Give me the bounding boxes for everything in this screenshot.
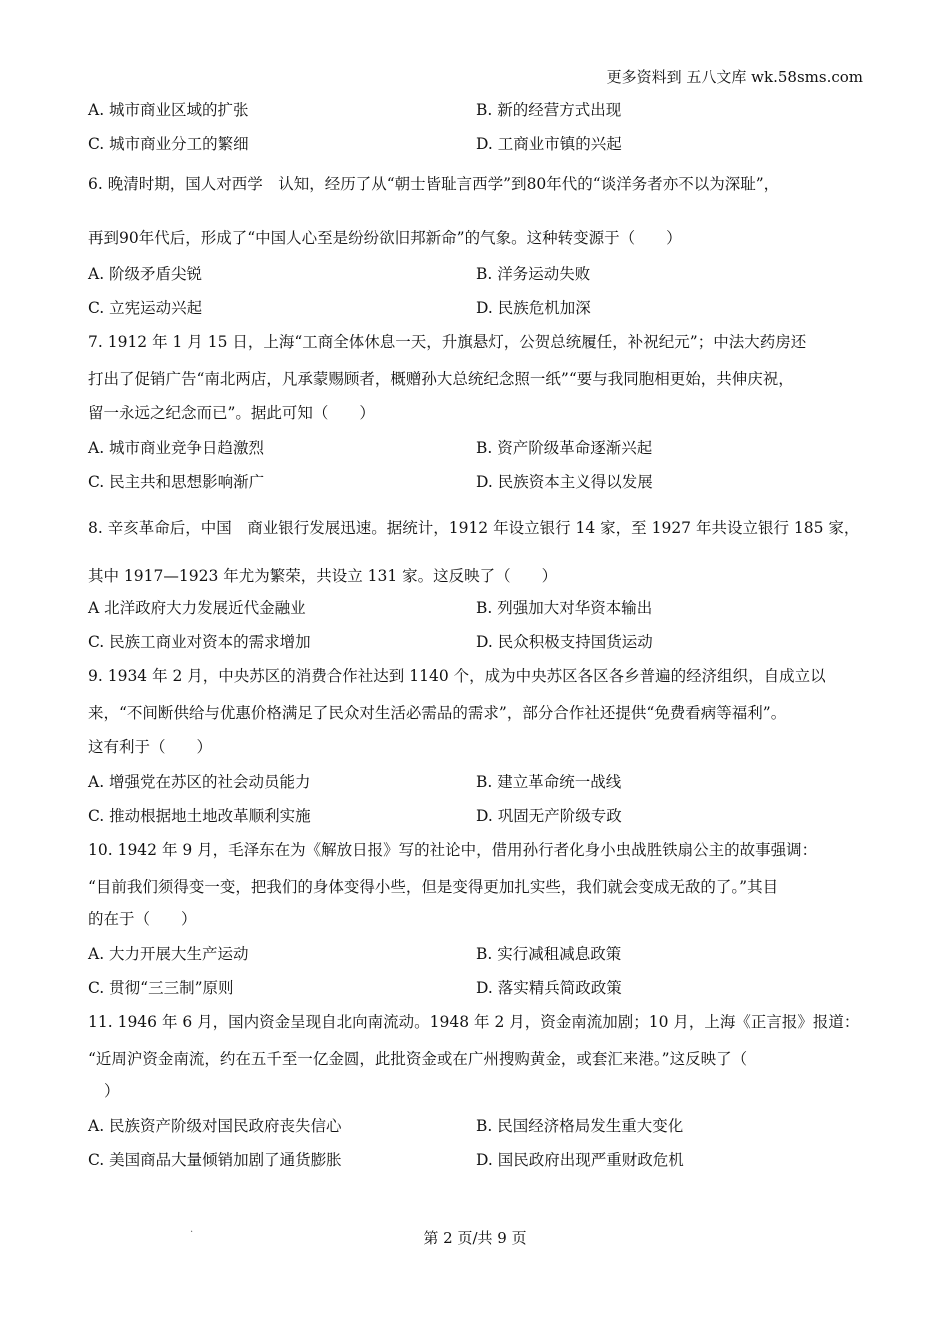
q11-stem-line-3: ） [104,1082,120,1100]
q8-stem-line-2: 其中 1917—1923 年尤为繁荣，共设立 131 家。这反映了（ ） [88,567,558,585]
q7-stem-line-2: 打出了促销广告“南北两店，凡承蒙赐顾者，概赠孙大总统纪念照一纸”“要与我同胞相更始，共伸庆祝， [88,370,794,388]
q10-stem-line-3: 的在于（ ） [88,910,197,928]
q10-options-row-2 [88,971,878,1005]
page-number: 第 2 页/共 9 页 [423,1229,527,1247]
q11-stem-line-1: 11. 1946 年 6 月，国内资金呈现自北向南流动。1948 年 2 月，资金南流加剧；10 月，上海《正言报》报道： [88,1013,860,1031]
q11-option-b[interactable]: B. 民国经济格局发生重大变化 [476,1117,684,1135]
q7-option-a[interactable]: A. 城市商业竞争日趋激烈 [88,439,265,457]
q9-options-row-2 [88,799,878,833]
q7-options-row-1 [88,431,878,465]
q6-stem-line-1: 6. 晚清时期，国人对西学 认知，经历了从“朝士皆耻言西学”到80年代的“谈洋务者亦不以为深耻”， [88,175,780,193]
q10-option-b[interactable]: B. 实行减租减息政策 [476,945,622,963]
q6-option-d[interactable]: D. 民族危机加深 [476,299,591,317]
q7-option-c[interactable]: C. 民主共和思想影响渐广 [88,473,265,491]
q10-stem-line-1: 10. 1942 年 9 月，毛泽东在为《解放日报》写的社论中，借用孙行者化身小虫战胜铁扇公主的故事强调： [88,841,818,859]
q9-stem-line-3: 这有利于（ ） [88,738,213,756]
q9-option-c[interactable]: C. 推动根据地土地改革顺利实施 [88,807,311,825]
q11-option-c[interactable]: C. 美国商品大量倾销加剧了通货膨胀 [88,1151,342,1169]
q8-options-row-1 [88,591,878,625]
q9-stem-line-2: 来，“不间断供给与优惠价格满足了民众对生活必需品的需求”，部分合作社还提供“免费看病等福利”。 [88,704,787,722]
q5-option-d[interactable]: D. 工商业市镇的兴起 [476,135,622,153]
q6-options-row-2 [88,291,878,325]
q11-options-row-1 [88,1109,878,1143]
q8-options-row-2 [88,625,878,659]
page-header: 更多资料到 五八文库 wk.58sms.com [606,68,863,86]
q7-option-b[interactable]: B. 资产阶级革命逐渐兴起 [476,439,653,457]
question-content [88,93,878,1177]
q8-option-d[interactable]: D. 民众积极支持国货运动 [476,633,653,651]
q7-stem-line-3: 留一永远之纪念而已”。据此可知（ ） [88,404,375,422]
q8-option-b[interactable]: B. 列强加大对华资本输出 [476,599,653,617]
q5-option-c[interactable]: C. 城市商业分工的繁细 [88,135,249,153]
q9-options-row-1 [88,765,878,799]
q8-option-c[interactable]: C. 民族工商业对资本的需求增加 [88,633,311,651]
q9-option-a[interactable]: A. 增强党在苏区的社会动员能力 [88,773,311,791]
q6-option-c[interactable]: C. 立宪运动兴起 [88,299,203,317]
q6-option-a[interactable]: A. 阶级矛盾尖锐 [88,265,203,283]
q11-options-row-2 [88,1143,878,1177]
q9-option-d[interactable]: D. 巩固无产阶级专政 [476,807,622,825]
q10-options-row-1 [88,937,878,971]
q5-options-row-1 [88,93,878,127]
q11-option-a[interactable]: A. 民族资产阶级对国民政府丧失信心 [88,1117,342,1135]
q9-stem-line-1: 9. 1934 年 2 月，中央苏区的消费合作社达到 1140 个，成为中央苏区各区各乡普遍的经济组织，自成立以 [88,667,826,685]
footer-mark: . [190,1224,194,1235]
q7-options-row-2 [88,465,878,499]
q5-option-a[interactable]: A. 城市商业区域的扩张 [88,101,249,119]
q6-stem-line-2: 再到90年代后，形成了“中国人心至是纷纷欲旧邦新命”的气象。这种转变源于（ ） [88,229,682,247]
q11-stem-line-2: “近周沪资金南流，约在五千至一亿金圆，此批资金或在广州搜购黄金，或套汇来港。”这反映了（ [88,1050,748,1068]
q10-option-c[interactable]: C. 贯彻“三三制”原则 [88,979,234,997]
q10-stem-line-2: “目前我们须得变一变，把我们的身体变得小些，但是变得更加扎实些，我们就会变成无敌的了。”其目 [88,878,779,896]
q9-option-b[interactable]: B. 建立革命统一战线 [476,773,622,791]
q8-stem-line-1: 8. 辛亥革命后，中国 商业银行发展迅速。据统计，1912 年设立银行 14 家，至 1927 年共设立银行 185 家， [88,519,860,537]
q7-option-d[interactable]: D. 民族资本主义得以发展 [476,473,653,491]
q6-options-row-1 [88,257,878,291]
q11-option-d[interactable]: D. 国民政府出现严重财政危机 [476,1151,684,1169]
q7-stem-line-1: 7. 1912 年 1 月 15 日，上海“工商全体休息一天，升旗悬灯，公贺总统履任，补祝纪元”；中法大药房还 [88,333,807,351]
q5-option-b[interactable]: B. 新的经营方式出现 [476,101,622,119]
q10-option-d[interactable]: D. 落实精兵简政政策 [476,979,622,997]
q8-option-a[interactable]: A 北洋政府大力发展近代金融业 [88,599,306,617]
q10-option-a[interactable]: A. 大力开展大生产运动 [88,945,249,963]
q6-option-b[interactable]: B. 洋务运动失败 [476,265,591,283]
q5-options-row-2 [88,127,878,161]
